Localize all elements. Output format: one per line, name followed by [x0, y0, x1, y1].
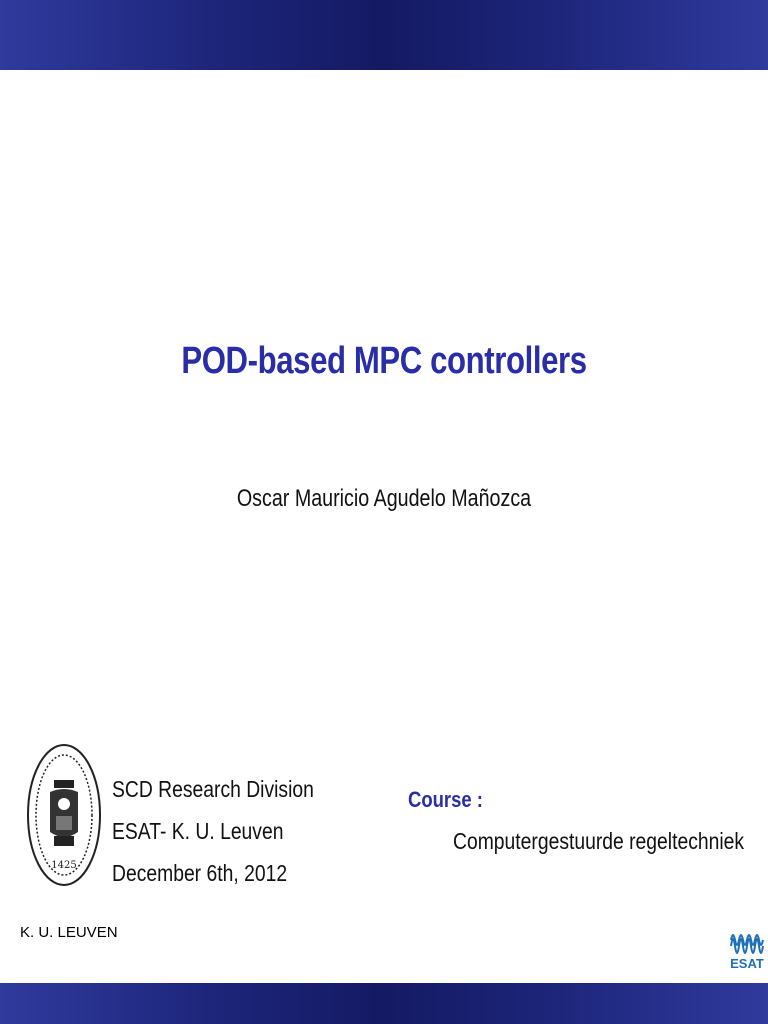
top-banner [0, 0, 768, 70]
affiliation-line-institution: ESAT- K. U. Leuven [112, 818, 284, 844]
affiliation-line-division: SCD Research Division [112, 776, 314, 802]
affiliation-block [112, 768, 314, 894]
university-label: K. U. LEUVEN [20, 924, 118, 941]
slide-title: POD-based MPC controllers [181, 340, 587, 382]
bottom-banner [0, 983, 768, 1024]
author-name: Oscar Mauricio Agudelo Mañozca [236, 485, 532, 512]
affiliation-line-date: December 6th, 2012 [112, 860, 288, 886]
course-name: Computergestuurde regeltechniek [453, 828, 745, 854]
seal-year: 1425 [51, 860, 77, 871]
esat-logo-text: ESAT [730, 956, 764, 971]
esat-logo [730, 918, 764, 972]
course-label: Course : [408, 787, 483, 812]
kuleuven-seal-logo [24, 740, 104, 890]
